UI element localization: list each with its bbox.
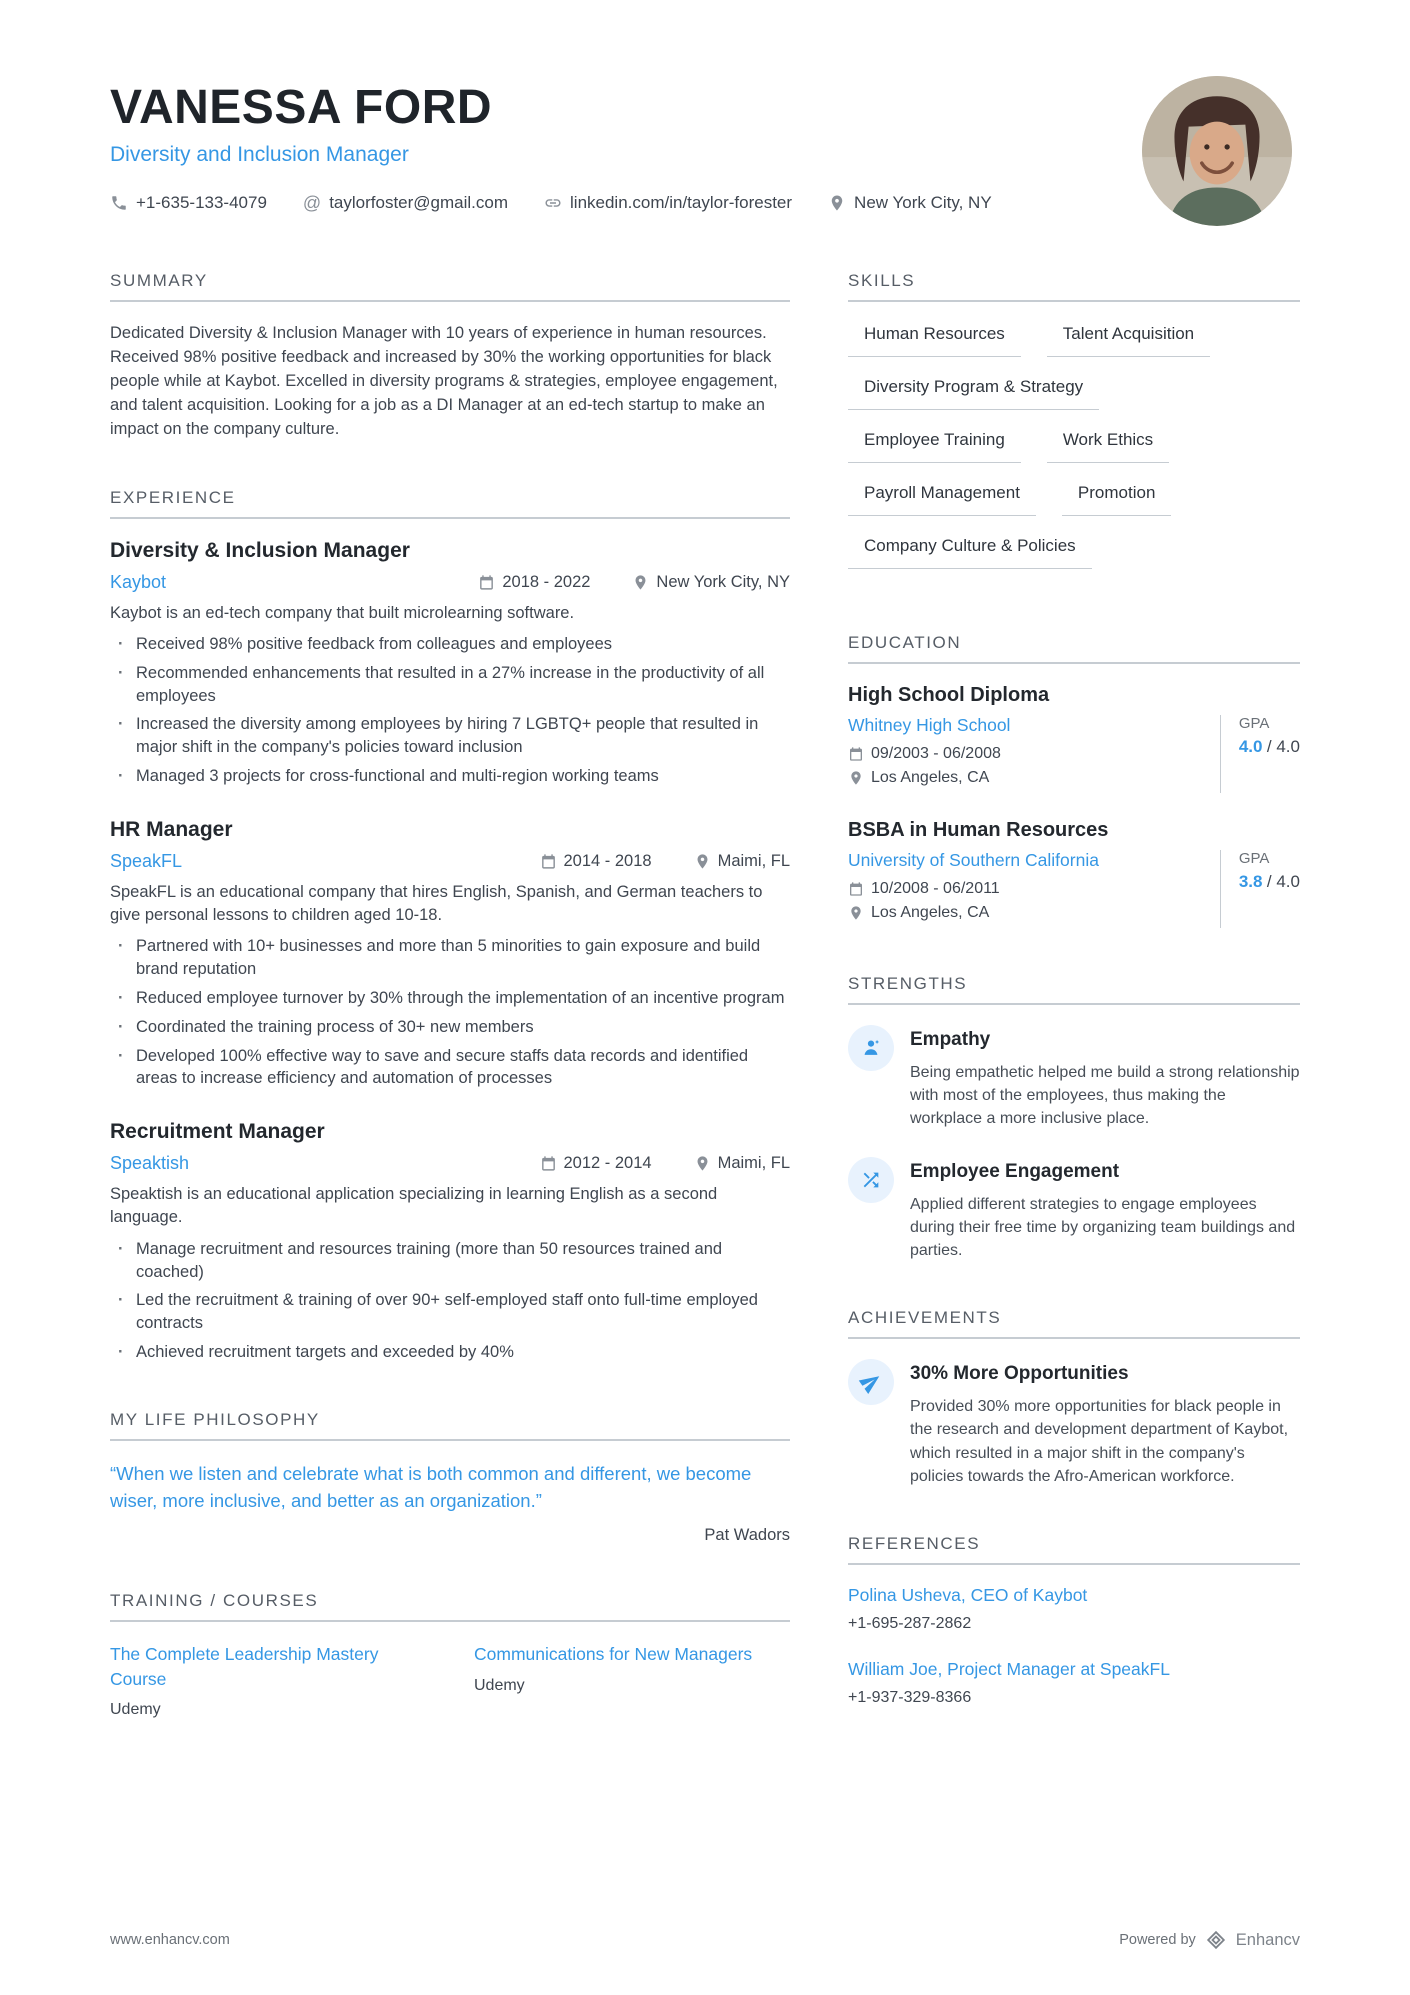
skill-item: Employee Training xyxy=(848,428,1021,463)
achievements-heading: ACHIEVEMENTS xyxy=(848,1308,1300,1339)
strength-item xyxy=(848,1025,1300,1131)
skill-item: Talent Acquisition xyxy=(1047,322,1210,357)
education-school: University of Southern California xyxy=(848,850,1099,870)
strength-text: Being empathetic helped me build a strong relationship with most of the employees, thus making the workplace a more inclusive place. xyxy=(910,1064,1300,1128)
job-description: Speaktish is an educational application specializing in learning English as a second language. xyxy=(110,1185,718,1227)
company-name: SpeakFL xyxy=(110,850,183,871)
education-dates xyxy=(848,880,1220,898)
enhancv-brand: Enhancv xyxy=(1235,1930,1300,1949)
enhancv-logo-icon xyxy=(1205,1929,1227,1951)
gpa-value: 3.8 xyxy=(1238,872,1263,891)
summary-text: Dedicated Diversity & Inclusion Manager with 10 years of experience in human resources. Received 98% positive feedback and increased by 30% the working opportunities for black people while at Kaybot. Excelled in diversity programs & strategies, employee engagement, and talent acquisition. Looking for a job as a DI Manager at an ed-tech startup to make an impact on the company culture. xyxy=(110,324,778,438)
job-bullet: · Developed 100% effective way to save and secure staffs data records and identified areas to increase efficiency and automation of processes xyxy=(110,1045,790,1091)
reference-item xyxy=(848,1659,1300,1707)
achievement-text: Provided 30% more opportunities for black people in the research and development department of Kaybot, which resulted in a major shift in the company's policies towards the Afro-American workforce. xyxy=(910,1398,1289,1485)
strength-text: Applied different strategies to engage employees during their free time by organizing team buildings and parties. xyxy=(910,1195,1296,1259)
achievement-item xyxy=(848,1359,1300,1488)
skills-section xyxy=(848,271,1300,587)
dart-icon xyxy=(848,1359,894,1405)
job-bullet: · Coordinated the training process of 30+ new members xyxy=(110,1016,790,1039)
job-dates xyxy=(540,852,652,871)
pin-icon xyxy=(828,194,846,212)
company-name: Speaktish xyxy=(110,1153,190,1174)
education-entry xyxy=(848,684,1300,793)
education-location-value: Los Angeles, CA xyxy=(871,769,990,786)
left-column xyxy=(110,271,790,1765)
link-icon xyxy=(544,194,562,212)
job-meta-row xyxy=(110,1153,790,1174)
candidate-title: Diversity and Inclusion Manager xyxy=(110,143,409,166)
reference-item xyxy=(848,1585,1300,1633)
experience-entry xyxy=(110,539,790,788)
reference-phone: +1-695-287-2862 xyxy=(848,1614,972,1632)
job-bullet: · Achieved recruitment targets and exceeded by 40% xyxy=(110,1341,790,1364)
pin-icon xyxy=(848,905,864,921)
philosophy-quote: “When we listen and celebrate what is both common and different, we become wiser, more inclusive, and better as an organization.” xyxy=(110,1462,752,1511)
job-bullet: · Led the recruitment & training of over 90+ self-employed staff onto full-time employed contracts xyxy=(110,1289,790,1335)
job-description: SpeakFL is an educational company that hires English, Spanish, and German teachers to give personal lessons to children aged 10-18. xyxy=(110,882,763,925)
experience-entry xyxy=(110,1120,790,1364)
job-description: Kaybot is an ed-tech company that built microlearning software. xyxy=(110,603,575,622)
profile-photo-image xyxy=(1142,76,1292,226)
location-value: New York City, NY xyxy=(854,193,992,212)
calendar-icon xyxy=(478,574,495,591)
gpa-value: 4.0 xyxy=(1238,737,1263,756)
strength-item xyxy=(848,1157,1300,1263)
education-dates-value: 10/2008 - 06/2011 xyxy=(871,880,1000,897)
pin-icon xyxy=(632,574,649,591)
job-location xyxy=(694,1154,790,1173)
job-title: HR Manager xyxy=(110,817,233,841)
job-bullet: · Received 98% positive feedback from colleagues and employees xyxy=(110,633,790,656)
training-section xyxy=(110,1591,790,1719)
linkedin-value[interactable]: linkedin.com/in/taylor-forester xyxy=(570,193,793,212)
job-bullets xyxy=(110,1238,790,1364)
job-title: Diversity & Inclusion Manager xyxy=(110,538,410,562)
job-dates xyxy=(478,573,590,592)
gpa-box xyxy=(1220,850,1300,928)
email-contact[interactable] xyxy=(303,193,508,213)
calendar-icon xyxy=(848,746,864,762)
job-bullet: · Recommended enhancements that resulted in a 27% increase in the productivity of all employees xyxy=(110,662,790,708)
course-provider: Udemy xyxy=(474,1676,525,1694)
at-icon: @ xyxy=(302,193,322,213)
job-bullet: · Manage recruitment and resources training (more than 50 resources trained and coached) xyxy=(110,1238,790,1284)
job-dates-value: 2018 - 2022 xyxy=(502,572,591,591)
course-title: The Complete Leadership Mastery Course xyxy=(110,1644,379,1689)
achievement-title: 30% More Opportunities xyxy=(910,1363,1129,1385)
powered-by-label: Powered by xyxy=(1119,1932,1196,1948)
page-footer xyxy=(110,1929,1300,1951)
job-bullet: · Increased the diversity among employees by hiring 7 LGBTQ+ people that resulted in major shift in the company's policies toward inclusion xyxy=(110,713,790,759)
skill-item: Work Ethics xyxy=(1047,428,1169,463)
job-bullet: · Partnered with 10+ businesses and more than 5 minorities to gain exposure and build brand reputation xyxy=(110,935,790,981)
pin-icon xyxy=(848,770,864,786)
job-location-value: Maimi, FL xyxy=(717,1154,790,1173)
reference-name: Polina Usheva, CEO of Kaybot xyxy=(848,1584,1088,1605)
pin-icon xyxy=(694,1155,711,1172)
job-meta-row xyxy=(110,572,790,593)
job-dates-value: 2014 - 2018 xyxy=(563,851,652,870)
linkedin-contact[interactable] xyxy=(544,193,792,213)
gpa-scale: / 4.0 xyxy=(1266,737,1300,756)
job-location-value: Maimi, FL xyxy=(717,851,790,870)
strengths-section xyxy=(848,974,1300,1262)
skill-item: Payroll Management xyxy=(848,481,1036,516)
references-heading: REFERENCES xyxy=(848,1534,1300,1565)
phone-icon xyxy=(110,194,128,212)
education-location xyxy=(848,769,1220,787)
references-section xyxy=(848,1534,1300,1707)
education-degree: BSBA in Human Resources xyxy=(848,819,1109,841)
calendar-icon xyxy=(540,1155,557,1172)
calendar-icon xyxy=(540,853,557,870)
candidate-name: VANESSA FORD xyxy=(110,81,493,134)
skills-list xyxy=(848,322,1300,587)
education-school: Whitney High School xyxy=(848,715,1011,735)
strengths-heading: STRENGTHS xyxy=(848,974,1300,1005)
pin-icon xyxy=(694,853,711,870)
gpa-scale: / 4.0 xyxy=(1266,872,1300,891)
skills-heading: SKILLS xyxy=(848,271,1300,302)
experience-section xyxy=(110,488,790,1364)
job-meta-row xyxy=(110,851,790,872)
education-heading: EDUCATION xyxy=(848,633,1300,664)
company-name: Kaybot xyxy=(110,571,167,592)
experience-entry xyxy=(110,818,790,1090)
contact-row xyxy=(110,193,1300,213)
powered-by[interactable] xyxy=(1119,1929,1300,1951)
summary-section xyxy=(110,271,790,442)
training-heading: TRAINING / COURSES xyxy=(110,1591,790,1622)
job-location xyxy=(632,573,790,592)
job-title: Recruitment Manager xyxy=(110,1120,325,1144)
reference-phone: +1-937-329-8366 xyxy=(848,1688,972,1706)
empathy-icon xyxy=(848,1025,894,1071)
course-title: Communications for New Managers xyxy=(474,1644,753,1665)
course-item xyxy=(110,1642,410,1719)
philosophy-heading: MY LIFE PHILOSOPHY xyxy=(110,1410,790,1441)
job-bullets xyxy=(110,935,790,1090)
phone-contact xyxy=(110,193,267,213)
gpa-box xyxy=(1220,715,1300,793)
job-dates-value: 2012 - 2014 xyxy=(563,1154,652,1173)
philosophy-author: Pat Wadors xyxy=(704,1526,790,1545)
calendar-icon xyxy=(848,881,864,897)
profile-photo xyxy=(1142,76,1292,226)
experience-heading: EXPERIENCE xyxy=(110,488,790,519)
skill-item: Diversity Program & Strategy xyxy=(848,375,1099,410)
philosophy-section xyxy=(110,1410,790,1546)
achievements-section xyxy=(848,1308,1300,1488)
job-bullet: · Reduced employee turnover by 30% through the implementation of an incentive program xyxy=(110,987,790,1010)
education-location xyxy=(848,904,1220,922)
gpa-label: GPA xyxy=(1238,715,1270,732)
education-dates xyxy=(848,745,1220,763)
resume-header xyxy=(110,80,1300,213)
skill-item: Company Culture & Policies xyxy=(848,534,1092,569)
education-degree: High School Diploma xyxy=(848,684,1050,706)
job-location xyxy=(694,852,790,871)
location-contact xyxy=(828,193,992,213)
reference-name: William Joe, Project Manager at SpeakFL xyxy=(848,1658,1170,1679)
skill-item: Human Resources xyxy=(848,322,1021,357)
course-item xyxy=(474,1642,774,1719)
shuffle-arrows-icon xyxy=(848,1157,894,1203)
resume-columns xyxy=(110,271,1300,1765)
job-location-value: New York City, NY xyxy=(656,572,790,591)
strength-title: Employee Engagement xyxy=(910,1160,1120,1182)
course-provider: Udemy xyxy=(110,1701,161,1719)
course-list xyxy=(110,1642,790,1719)
education-section xyxy=(848,633,1300,928)
right-column xyxy=(848,271,1300,1753)
gpa-label: GPA xyxy=(1238,850,1270,867)
education-location-value: Los Angeles, CA xyxy=(871,904,990,921)
job-bullet: · Managed 3 projects for cross-functional and multi-region working teams xyxy=(110,765,790,788)
education-dates-value: 09/2003 - 06/2008 xyxy=(871,745,1001,762)
skill-item: Promotion xyxy=(1062,481,1171,516)
phone-value: +1-635-133-4079 xyxy=(136,193,267,212)
strength-title: Empathy xyxy=(910,1029,991,1050)
job-dates xyxy=(540,1154,652,1173)
education-entry xyxy=(848,819,1300,928)
summary-heading: SUMMARY xyxy=(110,271,790,302)
enhancv-website-link[interactable]: www.enhancv.com xyxy=(110,1932,230,1948)
email-value[interactable]: taylorfoster@gmail.com xyxy=(329,193,509,212)
job-bullets xyxy=(110,633,790,788)
